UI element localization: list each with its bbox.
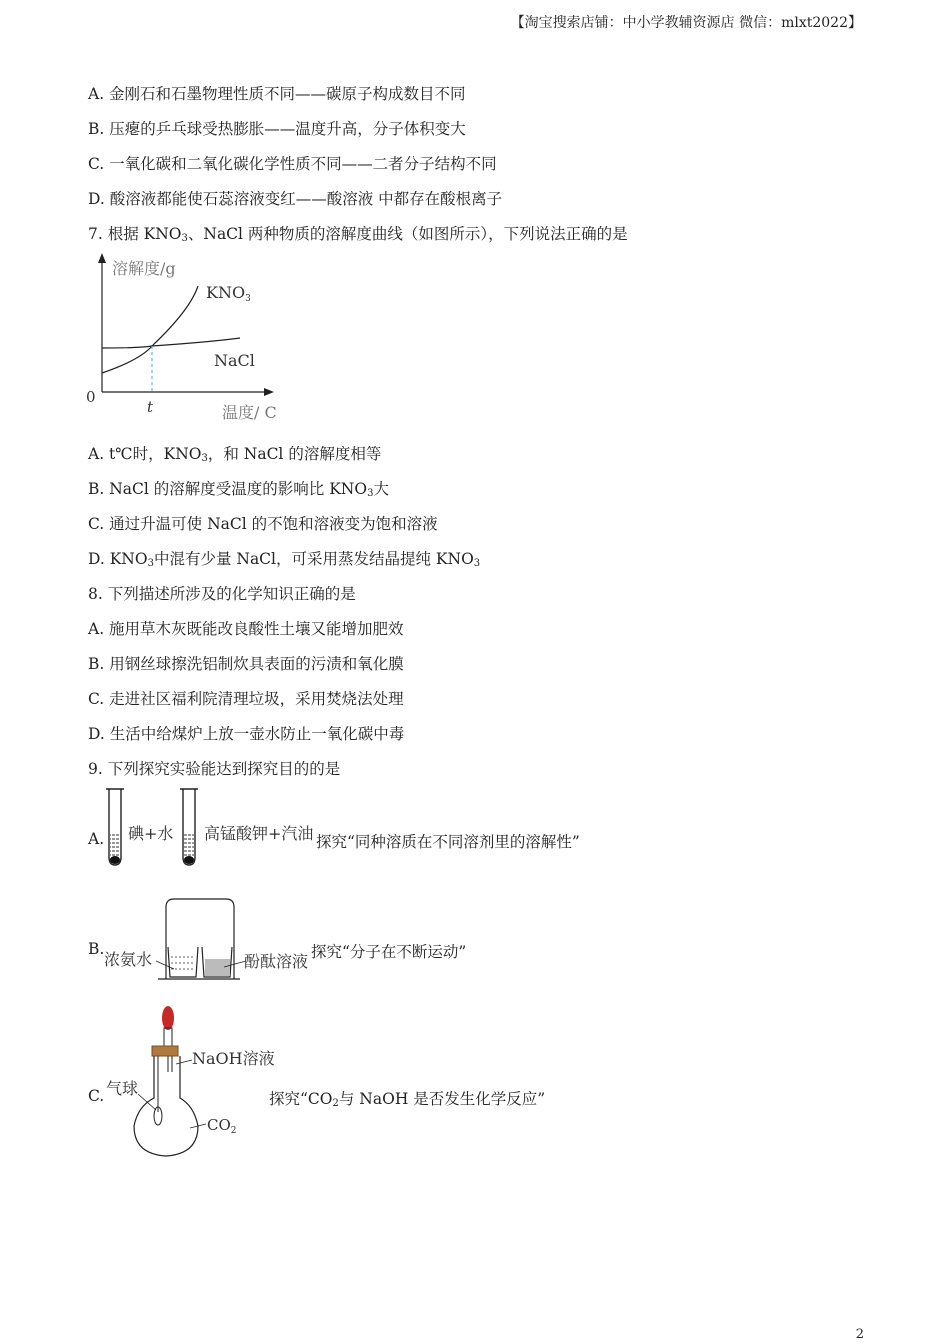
q9-option-b-text: 探究“分子在不断运动” xyxy=(311,943,467,961)
q7-option-c: C. 通过升温可使 NaCl 的不饱和溶液变为饱和溶液 xyxy=(88,515,438,533)
q7-stem: 7. 根据 $KNO_3$、NaCl 两种物质的溶解度曲线（如图所示），下列说法正确的是 xyxy=(88,225,628,244)
q6-option-d: D. 酸溶液都能使石蕊溶液变红——酸溶液 中都存在酸根离子 xyxy=(88,190,503,208)
t-label: t xyxy=(147,398,154,416)
q9-c-flask xyxy=(100,1002,280,1162)
nacl-curve xyxy=(102,338,240,348)
q9-b-apparatus xyxy=(104,895,314,985)
q9-option-c-text: 探究“$CO_2$与 NaOH 是否发生化学反应” xyxy=(269,1090,546,1109)
y-axis-label: 溶解度/g xyxy=(112,259,176,278)
phenolphthalein-label: 酚酞溶液 xyxy=(244,952,309,971)
test-tube-iodine-water xyxy=(106,789,124,865)
leader-naoh xyxy=(176,1060,192,1064)
balloon-label: 气球 xyxy=(106,1079,139,1098)
q9-stem: 9. 下列探究实验能达到探究目的的是 xyxy=(88,760,341,778)
q9-option-b-letter: B. xyxy=(88,940,105,958)
beaker-ammonia xyxy=(168,947,198,977)
q9-option-a-text: 探究“同种溶质在不同溶剂里的溶解性” xyxy=(316,833,580,851)
flask-body xyxy=(134,1056,198,1156)
tube2-label: 高锰酸钾+汽油 xyxy=(204,824,314,843)
origin-label: 0 xyxy=(86,388,96,406)
nacl-label: NaCl xyxy=(214,351,255,370)
stopper xyxy=(152,1046,178,1056)
q6-option-a: A. 金刚石和石墨物理性质不同——碳原子构成数目不同 xyxy=(88,85,466,103)
dropper-bulb xyxy=(162,1006,174,1030)
q8-option-b: B. 用钢丝球擦洗铝制炊具表面的污渍和氧化膜 xyxy=(88,655,404,673)
page-number: 2 xyxy=(855,1327,864,1342)
ammonia-label: 浓氨水 xyxy=(104,950,153,969)
solubility-graph xyxy=(80,250,300,430)
q8-stem: 8. 下列描述所涉及的化学知识正确的是 xyxy=(88,585,356,603)
q8-option-a: A. 施用草木灰既能改良酸性土壤又能增加肥效 xyxy=(88,620,404,638)
q8-option-d: D. 生活中给煤炉上放一壶水防止一氧化碳中毒 xyxy=(88,725,405,743)
page-header: 【淘宝搜索店铺：中小学教辅资源店 微信：mlxt2022】 xyxy=(510,15,862,31)
q7-option-d: D. $KNO_3$中混有少量 NaCl，可采用蒸发结晶提纯 $KNO_3$ xyxy=(88,550,481,569)
q9-a-test-tubes xyxy=(100,785,330,870)
y-axis-arrow xyxy=(98,253,106,263)
q9-option-a-letter: A. xyxy=(88,830,105,848)
q7-option-b: B. NaCl 的溶解度受温度的影响比 $KNO_3$大 xyxy=(88,480,389,499)
q6-option-b: B. 压瘪的乒乓球受热膨胀——温度升高，分子体积变大 xyxy=(88,120,466,138)
q6-option-c: C. 一氧化碳和二氧化碳化学性质不同——二者分子结构不同 xyxy=(88,155,497,173)
co2-label: $CO_2$ xyxy=(207,1116,237,1136)
beaker-phenolphthalein xyxy=(202,947,232,977)
leader-balloon xyxy=(138,1094,156,1110)
naoh-label: NaOH溶液 xyxy=(192,1049,275,1068)
kno3-curve xyxy=(102,286,198,373)
q9-option-c-letter: C. xyxy=(88,1087,105,1105)
x-axis-label: 温度/ C xyxy=(222,403,277,422)
q8-option-c: C. 走进社区福利院清理垃圾，采用焚烧法处理 xyxy=(88,690,404,708)
leader-ammonia xyxy=(156,961,174,969)
test-tube-kmno4-gasoline xyxy=(180,789,198,865)
kno3-label: KNO3 xyxy=(206,283,251,304)
x-axis-arrow xyxy=(264,388,274,396)
tube1-label: 碘+水 xyxy=(128,824,174,843)
q7-option-a: A. t℃时，$KNO_3$，和 NaCl 的溶解度相等 xyxy=(88,445,382,464)
